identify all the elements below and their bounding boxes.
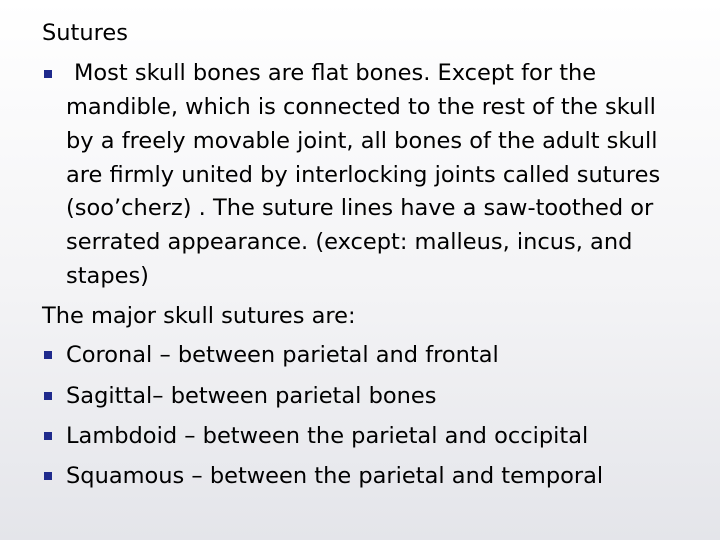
paragraph-line-5: (soo’cherz) . The suture lines have a saw-toothed or (66, 195, 654, 221)
square-bullet-icon (44, 432, 52, 440)
suture-item-coronal: Coronal – between parietal and frontal (66, 342, 499, 368)
paragraph-line-6: serrated appearance. (except: malleus, incus, and (66, 229, 633, 255)
suture-item-squamous: Squamous – between the parietal and temporal (66, 463, 604, 489)
slide-content (42, 18, 714, 534)
paragraph-line-4: are firmly united by interlocking joints called sutures (66, 162, 661, 188)
square-bullet-icon (44, 472, 52, 480)
heading-major-sutures: The major skull sutures are: (42, 303, 356, 329)
paragraph-line-3: by a freely movable joint, all bones of the adult skull (66, 128, 658, 154)
square-bullet-icon (44, 392, 52, 400)
heading-sutures: Sutures (42, 20, 128, 46)
paragraph-line-2: mandible, which is connected to the rest of the skull (66, 94, 656, 120)
paragraph-line-1: Most skull bones are flat bones. Except for the (74, 60, 597, 86)
suture-item-sagittal: Sagittal– between parietal bones (66, 383, 437, 409)
square-bullet-icon (44, 70, 52, 78)
square-bullet-icon (44, 351, 52, 359)
paragraph-line-7: stapes) (66, 263, 149, 289)
suture-item-lambdoid: Lambdoid – between the parietal and occipital (66, 423, 589, 449)
